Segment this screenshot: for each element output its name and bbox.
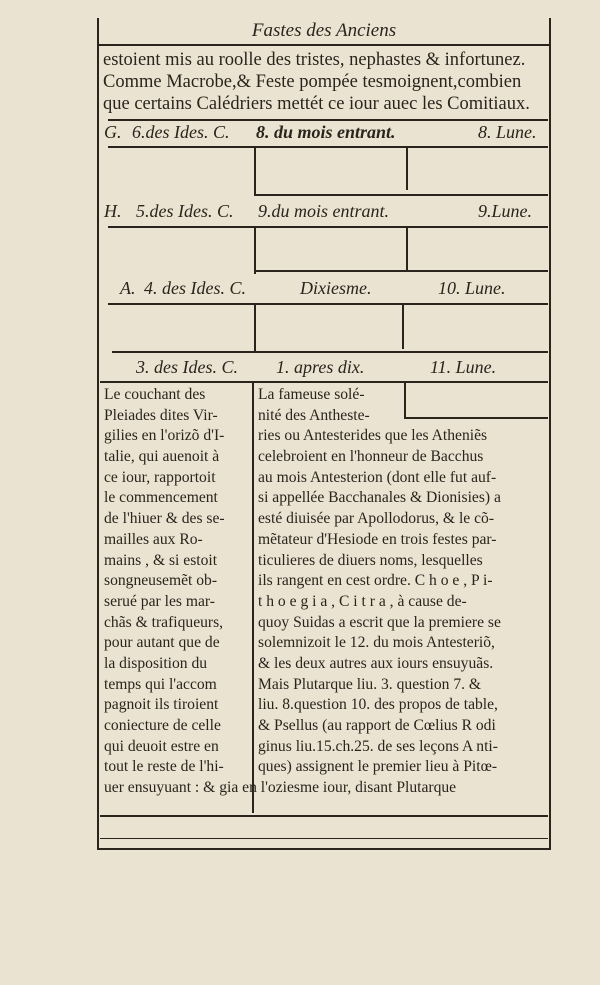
month-day: 9.du mois entrant.: [258, 201, 390, 221]
intro-line-1: estoient mis au roolle des tristes, nephastes & infortunez.: [103, 50, 526, 70]
header-rule: [97, 44, 551, 46]
column-rule: [254, 303, 256, 353]
column-rule: [254, 146, 256, 196]
column-rule: [406, 226, 408, 270]
ides-date: 4. des Ides. C.: [144, 278, 246, 298]
day-row-g: [100, 120, 548, 146]
month-day: Dixiesme.: [300, 278, 372, 298]
moon-day: 9.Lune.: [478, 201, 532, 221]
month-day: 1. apres dix.: [276, 357, 365, 377]
row-rule: [108, 146, 548, 148]
column-rule: [254, 226, 256, 274]
column-rule: [406, 146, 408, 190]
dominical-letter: H.: [104, 201, 122, 221]
row-rule: [108, 226, 548, 228]
right-column-top-text: La fameuse solé- nité des Antheste-: [258, 386, 370, 424]
ides-date: 6.des Ides. C.: [132, 122, 230, 142]
frame-bottom-rule: [97, 848, 551, 850]
footer-rule: [100, 815, 548, 817]
cell-rule: [112, 351, 548, 353]
dominical-letter: A.: [120, 278, 136, 298]
frame-left-rule: [97, 18, 99, 850]
intro-line-3: que certains Calédriers mettét ce iour auec les Comitiaux.: [103, 94, 530, 114]
day-row-4: [100, 355, 548, 381]
right-column-text: ries ou Antesterides que les Atheniẽs celebroient en l'honneur de Bacchus au mois Antesterion (dont elle fut auf- si appellée Bacchanales & Dionisies) a esté diuisée par Apollodorus, & le cõ- mẽtateur d'Hesiode en trois festes par- ticulieres de diuers noms, lesquelles ils rangent en cest ordre. C h o e , P i- t h o e g i a , C i t r a , à cause de- quoy Suidas a escrit que la premiere se solemnizoit le 12. du mois Antesteriõ, & les deux autres aux iours ensuyuãs. Mais Plutarque liu. 3. question 7. & liu. 8.question 10. des propos de table, & Psellus (au rapport de Cœlius R odi ginus liu.15.ch.25. de ses leçons A nti- ques) assignent le premier lieu à Pitœ-: [258, 427, 501, 776]
moon-day: 8. Lune.: [478, 122, 537, 142]
moon-day: 10. Lune.: [438, 278, 506, 298]
row-rule: [100, 381, 548, 383]
day-row-a: [100, 276, 548, 302]
dominical-letter: G.: [104, 122, 122, 142]
day-row-h: [100, 199, 548, 225]
intro-line-2: Comme Macrobe,& Feste pompée tesmoignent,combien: [103, 72, 522, 92]
cell-rule: [256, 270, 548, 272]
moon-day: 11. Lune.: [430, 357, 497, 377]
left-column-text: Le couchant des Pleiades dites Vir- gilies en l'orizõ d'I- talie, qui auenoit à ce iour, rapportoit le commencement de l'hiuer & des se- mailles aux Ro- mains , & si estoit songneusemẽt ob- serué par les mar- chãs & trafiqueurs, pour autant que de la disposition du temps qui l'accom pagnoit ils tiroient coniecture de celle qui deuoit estre en tout le reste de l'hi- uer ensuyuant : & gia en l'oziesme iour, disant Plutarque: [104, 386, 457, 797]
row-rule: [108, 303, 548, 305]
ides-date: 5.des Ides. C.: [136, 201, 234, 221]
footer-rule-inner: [100, 838, 548, 839]
month-day: 8. du mois entrant.: [256, 122, 396, 142]
ides-date: 3. des Ides. C.: [136, 357, 238, 377]
cell-rule: [256, 194, 548, 196]
column-rule: [402, 303, 404, 349]
frame-right-rule: [549, 18, 551, 850]
running-title: Fastes des Anciens: [251, 20, 397, 41]
